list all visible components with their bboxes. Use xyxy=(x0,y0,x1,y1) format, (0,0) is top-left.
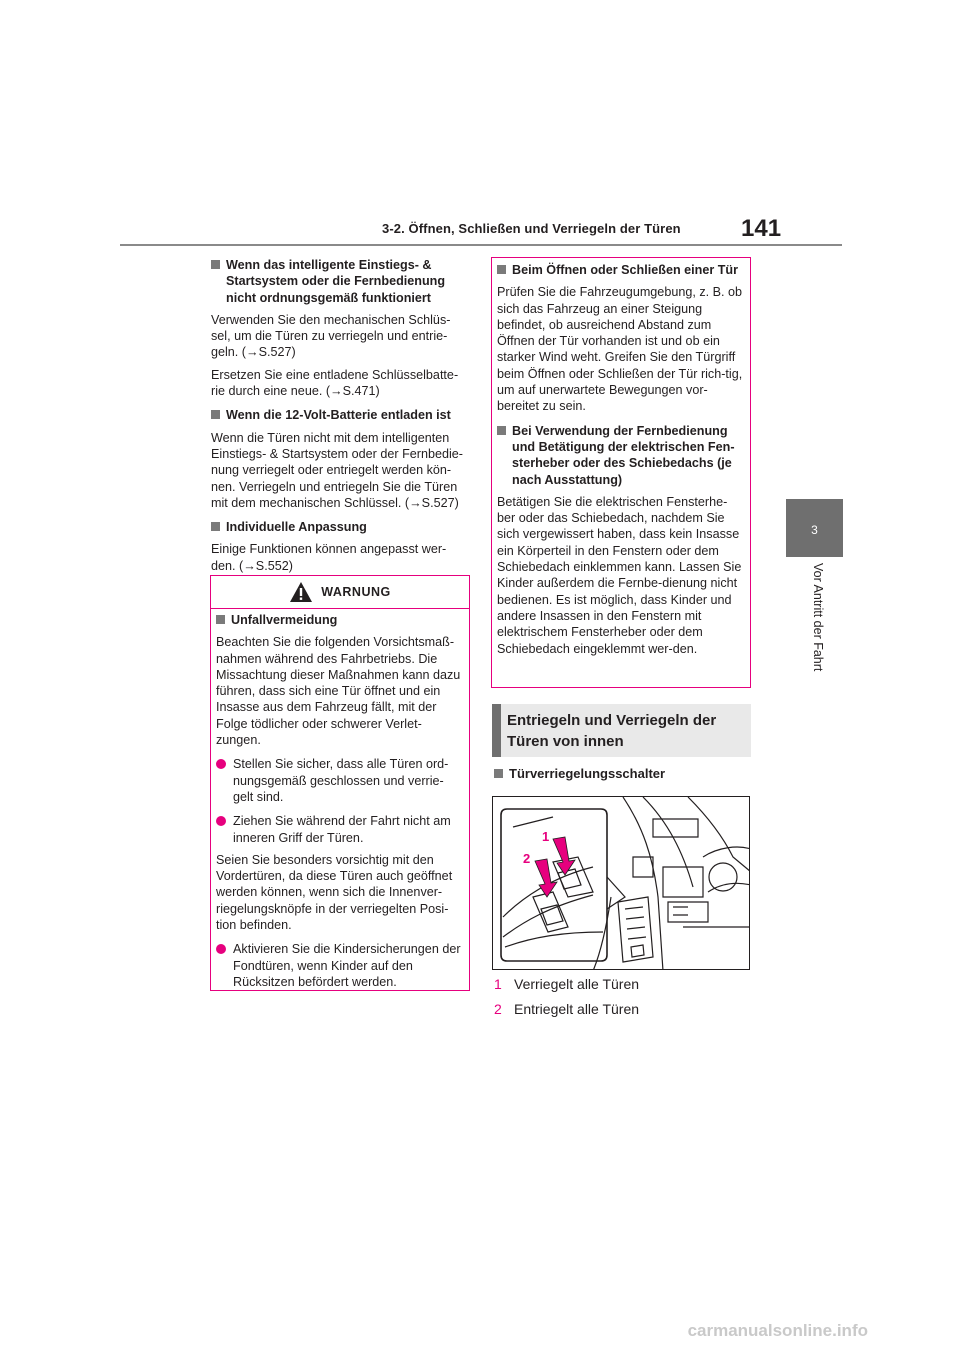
legend-item-2 xyxy=(494,1001,639,1017)
warning-title: WARNUNG xyxy=(321,585,391,599)
heading-accident-prevention: Unfallvermeidung xyxy=(216,612,462,628)
heading-smart-entry: Wenn das intelligente Einstiegs- & Startsystem oder die Fernbedienung nicht ordnungsgemäß funktioniert xyxy=(211,257,469,306)
header-rule xyxy=(120,244,842,246)
bullet-dot-icon xyxy=(216,759,226,769)
section-heading xyxy=(492,704,751,757)
legend-number: 2 xyxy=(494,1001,502,1017)
square-bullet-icon xyxy=(497,265,506,274)
square-bullet-icon xyxy=(497,426,506,435)
paragraph: Wenn die Türen nicht mit dem intelligenten Einstiegs- & Startsystem oder der Fernbedie-nung verriegelt oder entriegelt werden kön-nen. Verriegeln und entriegeln Sie die Türen mit dem mechanischen Schlüssel. (→S.527) xyxy=(211,430,463,510)
page-number: 141 xyxy=(741,215,782,242)
heading-door-opening: Beim Öffnen oder Schließen einer Tür xyxy=(497,262,745,278)
square-bullet-icon xyxy=(211,410,220,419)
chapter-number: 3 xyxy=(811,523,818,537)
warning-triangle-icon xyxy=(289,581,313,603)
square-bullet-icon xyxy=(494,769,503,778)
heading-customization: Individuelle Anpassung xyxy=(211,519,469,535)
paragraph: Betätigen Sie die elektrischen Fensterhe-ber oder das Schiebedach, nachdem Sie sich vergewissert haben, dass kein Insasse ein Körperteil in den Fenstern oder dem Schiebedach einklemmen kann. Lassen Sie Kinder außerdem die Fernbe-dienung nicht bedienen. Es ist möglich, dass Kinder und andere Insassen in den Fenstern mit elektrischem Fensterheber oder dem Schiebedach eingeklemmt wer-den. xyxy=(497,494,742,656)
bullet-dot-icon xyxy=(216,816,226,826)
square-bullet-icon xyxy=(211,260,220,269)
callout-1: 1 xyxy=(542,829,550,844)
legend-item-1 xyxy=(494,976,639,992)
paragraph: Ersetzen Sie eine entladene Schlüsselbatte-rie durch eine neue. (→S.471) xyxy=(211,367,459,399)
left-column xyxy=(211,257,469,574)
paragraph: Prüfen Sie die Fahrzeugumgebung, z. B. ob sich das Fahrzeug an einer Steigung befindet, ob ausreichend Abstand zum Öffnen der Tür vorhanden ist und ob ein starker Wind weht. Greifen Sie den Türgriff beim Öffnen oder Schließen der Tür rich-tig, um auf unerwartete Bewegungen vor-bereitet zu sein. xyxy=(497,285,743,414)
square-bullet-icon xyxy=(211,522,220,531)
section-title: 3-2. Öffnen, Schließen und Verriegeln der Türen xyxy=(382,221,681,236)
chapter-label: Vor Antritt der Fahrt xyxy=(811,563,825,672)
square-bullet-icon xyxy=(216,615,225,624)
door-lock-switch-illustration xyxy=(492,796,750,970)
paragraph: Seien Sie besonders vorsichtig mit den Vordertüren, da diese Türen auch geöffnet werden können, wenn sich die Innenver-riegelungsknöpfe in der verriegelten Posi-tion befinden. xyxy=(216,852,453,933)
list-item: Aktivieren Sie die Kindersicherungen der Fondtüren, wenn Kinder auf den Rücksitzen befördert werden. xyxy=(216,941,462,990)
paragraph: Einige Funktionen können angepasst wer-den. (→S.552) xyxy=(211,542,447,573)
warning-content xyxy=(216,612,462,990)
paragraph: Verwenden Sie den mechanischen Schlüs-sel, um die Türen zu verriegeln und entrie-geln. (→S.527) xyxy=(211,312,451,360)
list-item: Ziehen Sie während der Fahrt nicht am inneren Griff der Türen. xyxy=(216,813,462,846)
warning-box-continued xyxy=(491,257,751,688)
warning-content xyxy=(497,262,745,657)
section-heading-text: Entriegeln und Verriegeln der Türen von innen xyxy=(507,712,717,750)
heading-remote-windows: Bei Verwendung der Fernbedienung und Betätigung der elektrischen Fen-sterheber oder des Schiebedachs (je nach Ausstattung) xyxy=(497,423,745,488)
list-item: Stellen Sie sicher, dass alle Türen ord-nungsgemäß geschlossen und verrie-gelt sind. xyxy=(216,756,462,805)
subheading-lock-switch: Türverriegelungsschalter xyxy=(494,766,665,781)
bullet-dot-icon xyxy=(216,944,226,954)
illustration-drawing xyxy=(493,797,750,970)
heading-bar xyxy=(492,704,501,757)
watermark: carmanualsonline.info xyxy=(687,1321,868,1340)
legend-text: Verriegelt alle Türen xyxy=(514,976,640,992)
warning-box xyxy=(210,575,470,991)
legend-number: 1 xyxy=(494,976,502,992)
warning-header xyxy=(211,576,469,609)
paragraph: Beachten Sie die folgenden Vorsichtsmaß-nahmen während des Fahrbetriebs. Die Missachtung dieser Maßnahmen kann dazu führen, dass sich eine Tür öffnet und ein Insasse aus dem Fahrzeug fällt, mit der Folge tödlicher oder schwerer Verlet-zungen. xyxy=(216,635,461,748)
legend-text: Entriegelt alle Türen xyxy=(514,1001,640,1017)
heading-battery: Wenn die 12-Volt-Batterie entladen ist xyxy=(211,407,469,423)
chapter-tab xyxy=(786,499,843,557)
callout-2: 2 xyxy=(523,851,531,866)
